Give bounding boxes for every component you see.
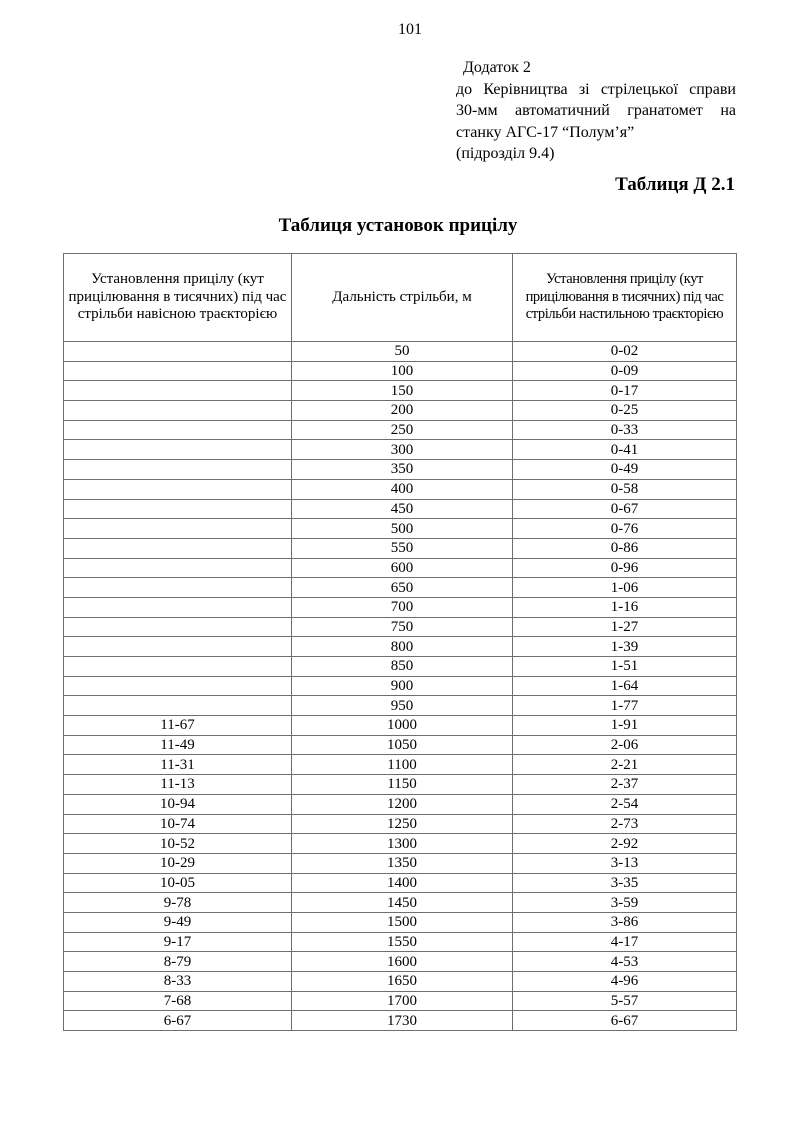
table-cell (64, 578, 292, 598)
table-cell: 0-86 (513, 538, 737, 558)
table-row (64, 460, 737, 480)
table-cell: 3-86 (513, 912, 737, 932)
table-cell: 7-68 (64, 991, 292, 1011)
table-cell: 2-73 (513, 814, 737, 834)
table-cell: 1600 (292, 952, 513, 972)
table-cell: 200 (292, 401, 513, 421)
table-cell: 0-09 (513, 361, 737, 381)
table-cell: 3-59 (513, 893, 737, 913)
table-row (64, 893, 737, 913)
table-cell: 1-91 (513, 716, 737, 736)
table-cell (64, 538, 292, 558)
table-cell: 0-25 (513, 401, 737, 421)
table-cell: 1400 (292, 873, 513, 893)
table-row (64, 1011, 737, 1031)
table-row (64, 972, 737, 992)
table-cell: 1200 (292, 794, 513, 814)
table-row (64, 853, 737, 873)
table-cell: 1-77 (513, 696, 737, 716)
table-cell (64, 676, 292, 696)
table-cell: 6-67 (513, 1011, 737, 1031)
table-row (64, 558, 737, 578)
table-row (64, 657, 737, 677)
table-cell (64, 657, 292, 677)
table-cell: 1-27 (513, 617, 737, 637)
table-cell (64, 460, 292, 480)
table-cell: 450 (292, 499, 513, 519)
table-cell: 11-49 (64, 735, 292, 755)
table-cell: 800 (292, 637, 513, 657)
table-cell: 1730 (292, 1011, 513, 1031)
table-cell: 1150 (292, 775, 513, 795)
table-cell: 1-06 (513, 578, 737, 598)
table-row (64, 479, 737, 499)
table-cell: 1-51 (513, 657, 737, 677)
table-cell (64, 440, 292, 460)
table-row (64, 401, 737, 421)
annex-line-3: 30-мм автоматичний гранатомет на (456, 102, 736, 119)
table-cell: 950 (292, 696, 513, 716)
table-row (64, 735, 737, 755)
table-header-row (64, 254, 737, 342)
table-row (64, 578, 737, 598)
table-cell (64, 519, 292, 539)
table-cell: 1000 (292, 716, 513, 736)
table-row (64, 794, 737, 814)
table-cell: 10-05 (64, 873, 292, 893)
table-cell: 0-41 (513, 440, 737, 460)
table-row (64, 834, 737, 854)
table-cell: 2-92 (513, 834, 737, 854)
table-cell: 4-17 (513, 932, 737, 952)
table-cell: 1450 (292, 893, 513, 913)
table-cell: 0-58 (513, 479, 737, 499)
table-cell: 2-21 (513, 755, 737, 775)
header-hinged-trajectory: Установлення прицілу (кут прицілювання в тисячних) під час стрільби навісною траєкторією (64, 254, 292, 342)
table-cell (64, 597, 292, 617)
table-cell: 1350 (292, 853, 513, 873)
table-cell (64, 381, 292, 401)
table-cell: 4-96 (513, 972, 737, 992)
table-cell: 8-79 (64, 952, 292, 972)
table-cell (64, 637, 292, 657)
table-row (64, 342, 737, 362)
annex-line-4: станку АГС-17 “Полум’я” (456, 123, 635, 141)
table-cell: 0-67 (513, 499, 737, 519)
table-cell: 400 (292, 479, 513, 499)
table-row (64, 381, 737, 401)
table-row (64, 676, 737, 696)
table-cell: 6-67 (64, 1011, 292, 1031)
table-cell: 5-57 (513, 991, 737, 1011)
table-row (64, 440, 737, 460)
table-row (64, 991, 737, 1011)
table-row (64, 420, 737, 440)
table-cell: 1300 (292, 834, 513, 854)
table-cell: 11-67 (64, 716, 292, 736)
table-row (64, 716, 737, 736)
table-cell (64, 342, 292, 362)
table-cell: 2-06 (513, 735, 737, 755)
table-row (64, 932, 737, 952)
table-cell (64, 617, 292, 637)
table-cell: 0-33 (513, 420, 737, 440)
table-cell: 2-37 (513, 775, 737, 795)
header-firing-range: Дальність стрільби, м (292, 254, 513, 342)
table-cell: 1-39 (513, 637, 737, 657)
table-row (64, 775, 737, 795)
table-cell: 10-52 (64, 834, 292, 854)
table-cell: 3-13 (513, 853, 737, 873)
annex-line-5: (підрозділ 9.4) (456, 145, 555, 162)
table-cell (64, 361, 292, 381)
table-cell: 650 (292, 578, 513, 598)
table-cell: 1250 (292, 814, 513, 834)
table-cell: 300 (292, 440, 513, 460)
table-row (64, 873, 737, 893)
table-row (64, 499, 737, 519)
table-cell: 11-31 (64, 755, 292, 775)
table-cell (64, 420, 292, 440)
table-cell: 1550 (292, 932, 513, 952)
header-flat-trajectory: Установлення прицілу (кут прицілювання в тисячних) під час стрільби настильною траєкторією (513, 254, 737, 342)
table-cell: 10-74 (64, 814, 292, 834)
table-row (64, 912, 737, 932)
table-cell: 0-17 (513, 381, 737, 401)
sight-settings-table (63, 253, 737, 1031)
table-cell: 9-78 (64, 893, 292, 913)
table-cell: 50 (292, 342, 513, 362)
table-cell: 3-35 (513, 873, 737, 893)
table-row (64, 696, 737, 716)
table-cell: 9-49 (64, 912, 292, 932)
table-cell: 0-76 (513, 519, 737, 539)
table-row (64, 814, 737, 834)
table-cell: 600 (292, 558, 513, 578)
table-cell: 750 (292, 617, 513, 637)
table-cell: 850 (292, 657, 513, 677)
table-cell: 900 (292, 676, 513, 696)
table-cell: 150 (292, 381, 513, 401)
table-cell: 10-29 (64, 853, 292, 873)
table-cell: 1650 (292, 972, 513, 992)
table-label: Таблиця Д 2.1 (615, 174, 735, 195)
table-cell: 0-02 (513, 342, 737, 362)
table-cell: 4-53 (513, 952, 737, 972)
table-cell: 0-96 (513, 558, 737, 578)
table-body (64, 342, 737, 1031)
table-cell: 2-54 (513, 794, 737, 814)
table-row (64, 617, 737, 637)
table-row (64, 952, 737, 972)
table-cell: 1-64 (513, 676, 737, 696)
table-cell: 1050 (292, 735, 513, 755)
table-cell (64, 479, 292, 499)
table-cell: 250 (292, 420, 513, 440)
table-cell (64, 499, 292, 519)
table-cell (64, 401, 292, 421)
table-cell: 100 (292, 361, 513, 381)
annex-line-1: Додаток 2 (463, 59, 531, 76)
table-cell: 350 (292, 460, 513, 480)
table-cell: 1100 (292, 755, 513, 775)
table-row (64, 519, 737, 539)
annex-line-2: до Керівництва зі стрілецької справи (456, 80, 736, 98)
table-row (64, 361, 737, 381)
annex-header-block (456, 57, 736, 165)
table-row (64, 597, 737, 617)
table-cell: 550 (292, 538, 513, 558)
table-cell: 11-13 (64, 775, 292, 795)
table-cell: 1500 (292, 912, 513, 932)
table-cell (64, 558, 292, 578)
table-row (64, 637, 737, 657)
table-cell: 700 (292, 597, 513, 617)
table-cell: 0-49 (513, 460, 737, 480)
table-cell: 9-17 (64, 932, 292, 952)
table-title: Таблиця установок прицілу (278, 215, 518, 236)
table-cell: 500 (292, 519, 513, 539)
table-cell: 1-16 (513, 597, 737, 617)
page-number: 101 (398, 21, 422, 38)
table-cell: 1700 (292, 991, 513, 1011)
table-cell (64, 696, 292, 716)
table-cell: 8-33 (64, 972, 292, 992)
table-row (64, 538, 737, 558)
table-row (64, 755, 737, 775)
table-cell: 10-94 (64, 794, 292, 814)
